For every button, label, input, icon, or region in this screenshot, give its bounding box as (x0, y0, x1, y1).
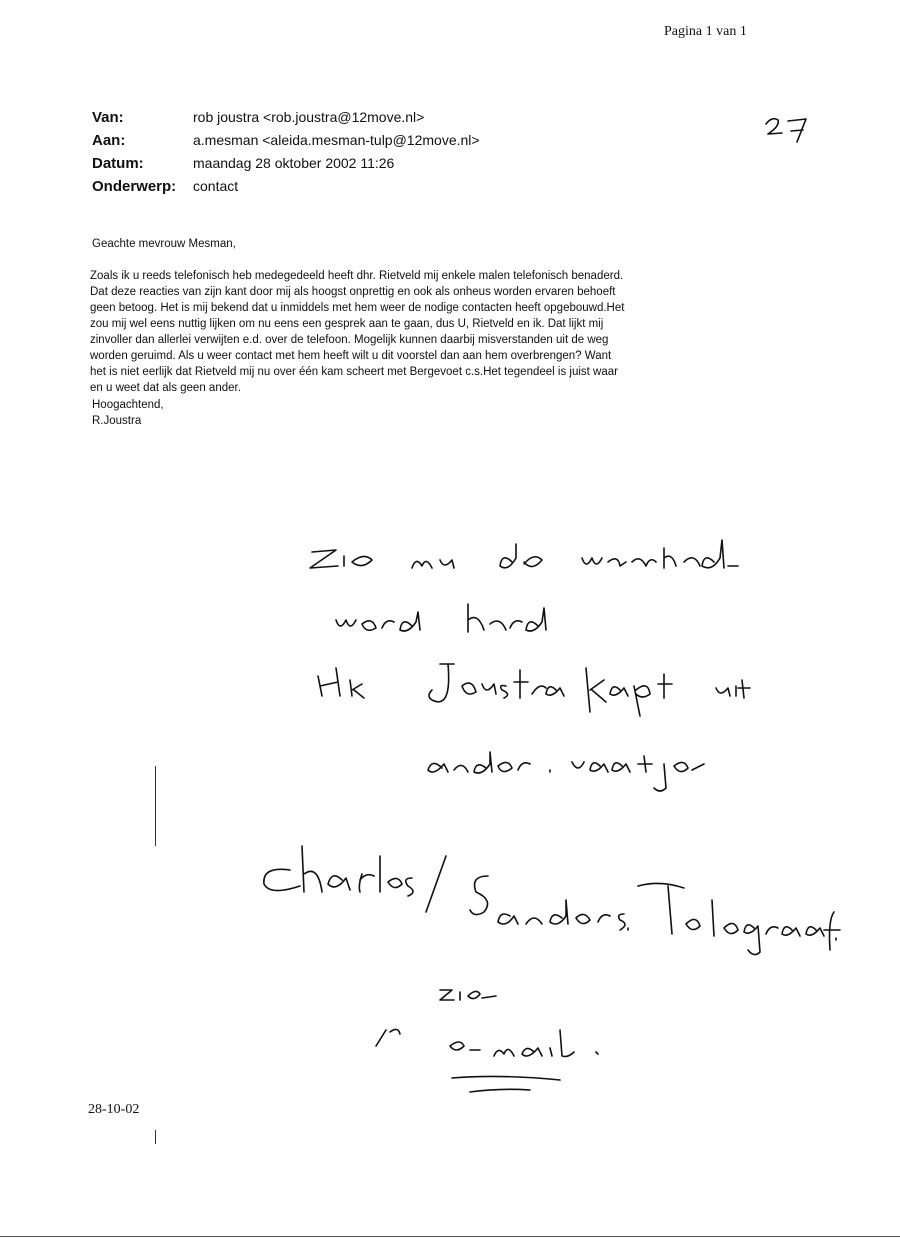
handwritten-doc-number (766, 119, 806, 142)
handwritten-line-7 (376, 1029, 598, 1092)
closing: Hoogachtend, (92, 399, 164, 411)
handwritten-line-4 (428, 752, 704, 791)
to-label: Aan: (92, 132, 126, 149)
from-value: rob joustra <rob.joustra@12move.nl> (193, 109, 425, 125)
body-line: zou mij wel eens nuttig lijken om nu eens een gesprek aan te gaan, dus U, Rietveld en ik. Dat lijkt mij (90, 318, 604, 330)
body-line: zinvoller dan allerlei verwijten e.d. over de telefoon. Mogelijk kunnen daarbij misverstanden uit de weg (90, 334, 609, 346)
subject-label: Onderwerp: (92, 178, 177, 195)
page-edge-line (0, 1236, 900, 1237)
handwritten-line-2 (336, 604, 546, 632)
from-label: Van: (92, 109, 124, 126)
body-line: het is niet eerlijk dat Rietveld mij nu over één kam scheert met Bergevoet c.s.Het tegendeel is juist waar (90, 366, 618, 378)
signature: R.Joustra (92, 415, 142, 427)
handwritten-line-1 (310, 540, 738, 568)
body-line: geen betoog. Het is mij bekend dat u inmiddels met hem weer de nodige contacten heeft opgebouwd.Het (90, 302, 625, 314)
page-number: Pagina 1 van 1 (664, 24, 747, 39)
date-label: Datum: (92, 155, 144, 172)
handwritten-line-5 (264, 846, 840, 955)
handwritten-line-3 (318, 664, 750, 716)
body-line: Dat deze reacties van zijn kant door mij als hoogst onprettig en ook als onheus worden ervaren behoeft (90, 286, 616, 298)
body-line: Zoals ik u reeds telefonisch heb medegedeeld heeft dhr. Rietveld mij enkele malen telefonisch benaderd. (90, 270, 624, 282)
handwritten-line-6 (440, 990, 496, 1000)
margin-mark (155, 1130, 156, 1144)
date-value: maandag 28 oktober 2002 11:26 (193, 155, 395, 171)
body-line: worden geruimd. Als u weer contact met hem heeft wilt u dit voorstel dan aan hem overbrengen? Want (90, 350, 612, 362)
date-stamp: 28-10-02 (88, 1102, 140, 1117)
body-line: en u weet dat als geen ander. (90, 382, 241, 394)
to-value: a.mesman <aleida.mesman-tulp@12move.nl> (193, 132, 480, 148)
margin-mark (155, 766, 156, 846)
salutation: Geachte mevrouw Mesman, (92, 238, 236, 250)
subject-value: contact (193, 178, 239, 194)
